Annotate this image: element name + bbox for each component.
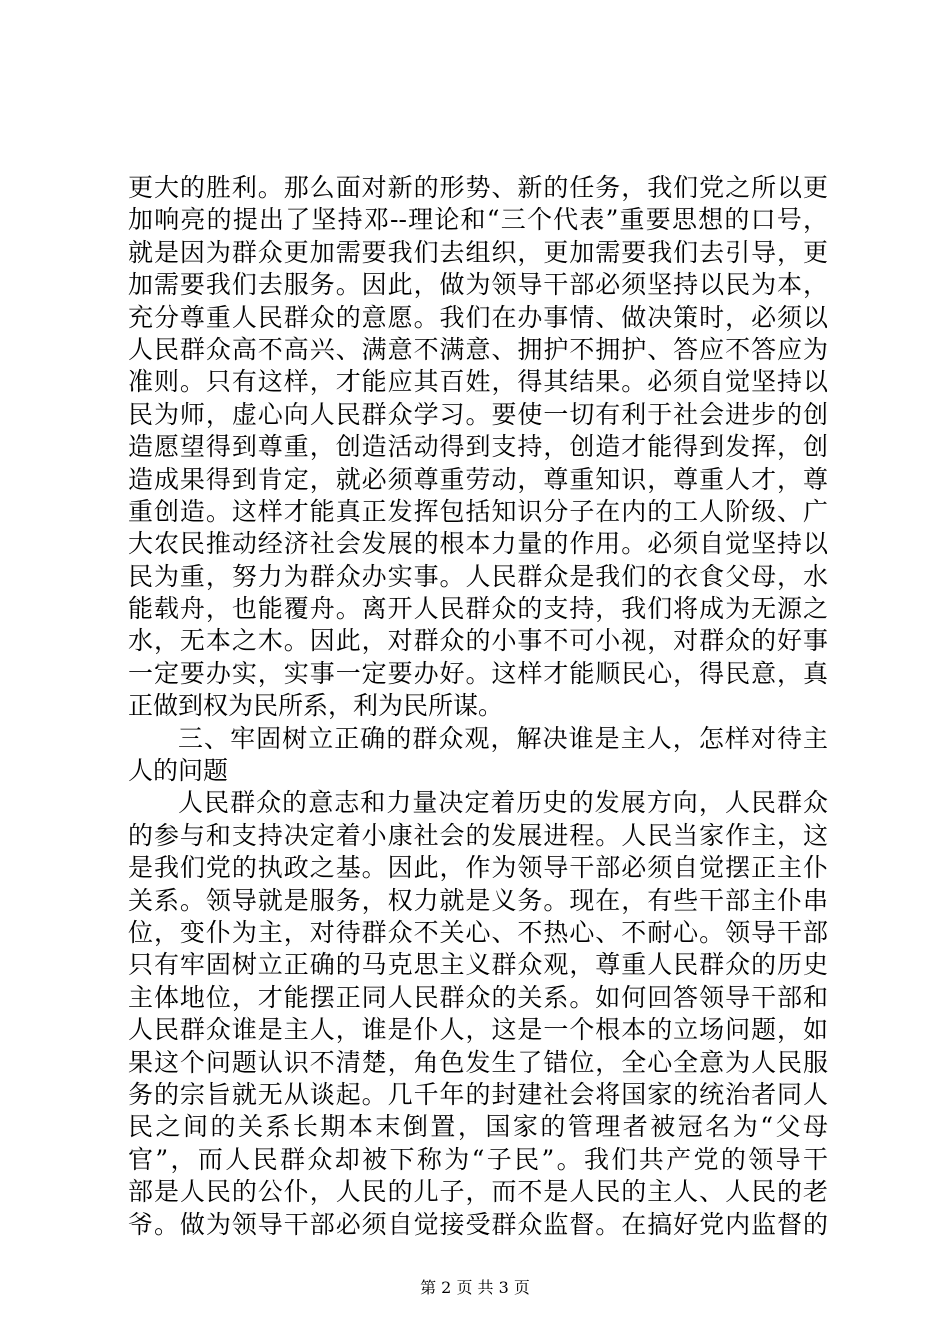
- text-line: 果这个问题认识不清楚，角色发生了错位，全心全意为人民服: [128, 1047, 828, 1077]
- text-line: 水，无本之木。因此，对群众的小事不可小视，对群众的好事: [128, 626, 828, 656]
- text-line: 重创造。这样才能真正发挥包括知识分子在内的工人阶级、广: [128, 496, 828, 526]
- text-line: 官”，而人民群众却被下称为“子民”。我们共产党的领导干: [128, 1144, 828, 1174]
- text-line: 造愿望得到尊重，创造活动得到支持，创造才能得到发挥，创: [128, 432, 828, 462]
- text-line: 大农民推动经济社会发展的根本力量的作用。必须自觉坚持以: [128, 529, 828, 559]
- text-line: 民为师，虚心向人民群众学习。要使一切有利于社会进步的创: [128, 399, 828, 429]
- text-line: 关系。领导就是服务，权力就是义务。现在，有些干部主仆串: [128, 885, 828, 915]
- text-line: 充分尊重人民群众的意愿。我们在办事情、做决策时，必须以: [128, 302, 828, 332]
- text-line: 的参与和支持决定着小康社会的发展进程。人民当家作主，这: [128, 820, 828, 850]
- text-line: 民之间的关系长期本末倒置，国家的管理者被冠名为“父母: [128, 1112, 828, 1142]
- text-line: 加响亮的提出了坚持邓--理论和“三个代表”重要思想的口号，: [128, 205, 828, 235]
- text-line: 更大的胜利。那么面对新的形势、新的任务，我们党之所以更: [128, 173, 828, 202]
- text-line: 能载舟，也能覆舟。离开人民群众的支持，我们将成为无源之: [128, 594, 828, 624]
- text-line: 务的宗旨就无从谈起。几千年的封建社会将国家的统治者同人: [128, 1079, 828, 1109]
- text-line: 加需要我们去服务。因此，做为领导干部必须坚持以民为本，: [128, 270, 828, 300]
- text-line: 准则。只有这样，才能应其百姓，得其结果。必须自觉坚持以: [128, 367, 828, 397]
- text-line: 人民群众谁是主人，谁是仆人，这是一个根本的立场问题，如: [128, 1015, 828, 1045]
- text-line: 就是因为群众更加需要我们去组织，更加需要我们去引导，更: [128, 237, 828, 267]
- text-line: 是我们党的执政之基。因此，作为领导干部必须自觉摆正主仆: [128, 853, 828, 883]
- text-line: 位，变仆为主，对待群众不关心、不热心、不耐心。领导干部: [128, 917, 828, 947]
- page-footer: 第 2 页 共 3 页: [420, 1278, 530, 1297]
- text-line: 人民群众高不高兴、满意不满意、拥护不拥护、答应不答应为: [128, 334, 828, 364]
- text-line: 只有牢固树立正确的马克思主义群众观，尊重人民群众的历史: [128, 950, 828, 980]
- text-line: 主体地位，才能摆正同人民群众的关系。如何回答领导干部和: [128, 982, 828, 1012]
- text-line: 一定要办实，实事一定要办好。这样才能顺民心，得民意，真: [128, 658, 828, 688]
- text-line: 正做到权为民所系，利为民所谋。: [128, 691, 504, 721]
- text-line: 部是人民的公仆，人民的儿子，而不是人民的主人、人民的老: [128, 1177, 828, 1207]
- text-line: 爷。做为领导干部必须自觉接受群众监督。在搞好党内监督的: [128, 1209, 828, 1239]
- text-line: 人民群众的意志和力量决定着历史的发展方向，人民群众: [178, 788, 828, 818]
- text-line: 民为重，努力为群众办实事。人民群众是我们的衣食父母，水: [128, 561, 828, 591]
- text-line: 人的问题: [128, 756, 229, 786]
- text-line: 造成果得到肯定，就必须尊重劳动，尊重知识，尊重人才，尊: [128, 464, 828, 494]
- document-body: [128, 172, 828, 1241]
- text-line: 三、牢固树立正确的群众观，解决谁是主人，怎样对待主: [178, 723, 828, 753]
